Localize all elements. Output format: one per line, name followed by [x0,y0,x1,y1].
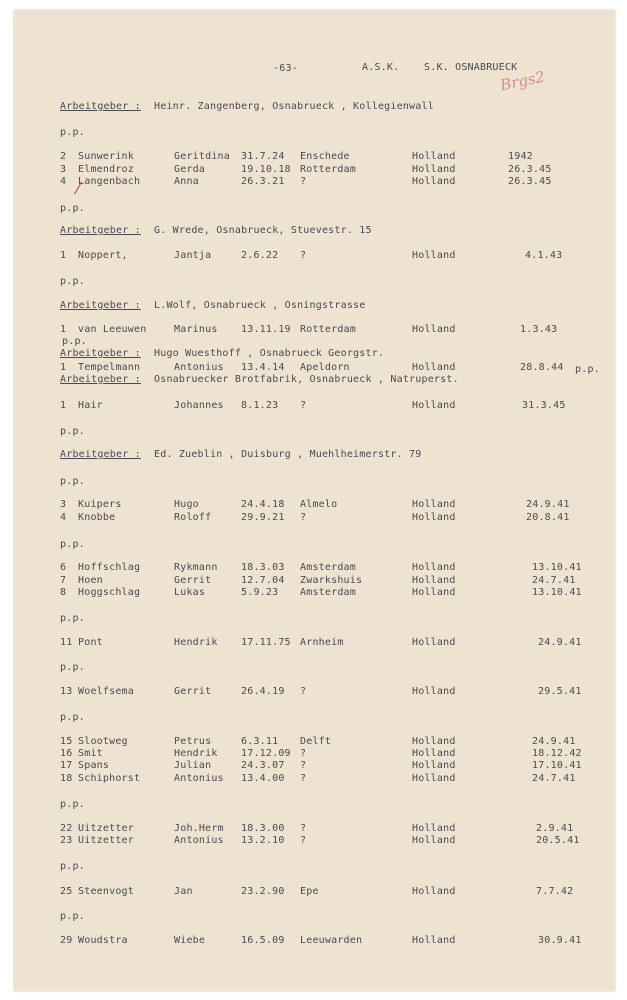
row-country: Holland [412,324,456,335]
row-pob: ? [300,400,307,411]
row-date: 4.1.43 [525,250,563,261]
row-no: 13 [60,686,73,697]
row-surname: Schiphorst [78,773,141,784]
employer-label: Arbeitgeber : [60,101,141,112]
row-no: 3 [60,164,67,175]
row-no: 11 [60,637,73,648]
row-surname: Woelfsema [78,686,134,697]
row-forename: Marinus [174,324,218,335]
row-dob: 8.1.23 [241,400,279,411]
row-pob: ? [300,835,307,846]
row-forename: Jan [174,886,193,897]
row-pob: Arnheim [300,637,344,648]
row-forename: Joh.Herm [174,823,224,834]
row-surname: Spans [78,760,110,771]
row-pob: Leeuwarden [300,935,363,946]
row-no: 6 [60,562,67,573]
row-country: Holland [412,760,456,771]
pp-marker: p.p. [60,712,85,723]
pp-marker: p.p. [60,613,85,624]
row-surname: Uitzetter [78,835,134,846]
row-forename: Jantja [174,250,212,261]
document-page [14,10,615,991]
row-no: 22 [60,823,73,834]
row-pob: Delft [300,736,332,747]
row-pob: ? [300,250,307,261]
row-no: 8 [60,587,67,598]
row-country: Holland [412,164,456,175]
row-pob: ? [300,773,307,784]
row-forename: Rykmann [174,562,218,573]
row-country: Holland [412,575,456,586]
row-surname: Tempelmann [78,362,141,373]
row-pob: Amsterdam [300,562,356,573]
row-country: Holland [412,886,456,897]
row-no: 15 [60,736,73,747]
row-dob: 18.3.03 [241,562,285,573]
row-dob: 29.9.21 [241,512,285,523]
row-no: 18 [60,773,73,784]
pp-marker: p.p. [60,203,85,214]
pp-marker: p.p. [62,336,87,347]
row-country: Holland [412,250,456,261]
row-pob: ? [300,760,307,771]
row-date: 2.9.41 [536,823,574,834]
employer-name: Osnabruecker Brotfabrik, Osnabrueck , Natruperst. [154,374,459,385]
row-date: 13.10.41 [532,587,582,598]
row-country: Holland [412,176,456,187]
row-surname: Elmendroz [78,164,134,175]
row-country: Holland [412,499,456,510]
row-forename: Anna [174,176,199,187]
row-country: Holland [412,935,456,946]
row-pob: Zwarkshuis [300,575,363,586]
row-country: Holland [412,637,456,648]
employer-label: Arbeitgeber : [60,225,141,236]
row-dob: 26.3.21 [241,176,285,187]
row-surname: Sunwerink [78,151,134,162]
row-pob: Enschede [300,151,350,162]
employer-label: Arbeitgeber : [60,300,141,311]
row-pob: ? [300,176,307,187]
pp-marker: p.p. [60,127,85,138]
row-pob: Rotterdam [300,324,356,335]
row-surname: Noppert, [78,250,128,261]
row-date: 31.3.45 [522,400,566,411]
row-country: Holland [412,512,456,523]
row-dob: 12.7.04 [241,575,285,586]
row-dob: 13.2.10 [241,835,285,846]
pp-marker: p.p. [575,364,600,375]
row-forename: Hendrik [174,748,218,759]
row-no: 23 [60,835,73,846]
row-dob: 13.4.00 [241,773,285,784]
row-pob: Almelo [300,499,338,510]
row-forename: Lukas [174,587,206,598]
row-country: Holland [412,686,456,697]
row-pob: Rotterdam [300,164,356,175]
row-dob: 23.2.90 [241,886,285,897]
pp-marker: p.p. [60,426,85,437]
pp-marker: p.p. [60,799,85,810]
row-surname: Langenbach [78,176,141,187]
row-no: 1 [60,250,67,261]
row-pob: ? [300,748,307,759]
row-date: 7.7.42 [536,886,574,897]
row-country: Holland [412,362,456,373]
office-code: A.S.K. [362,62,400,73]
row-surname: Smit [78,748,103,759]
row-country: Holland [412,151,456,162]
row-no: 25 [60,886,73,897]
employer-name: G. Wrede, Osnabrueck, Stuevestr. 15 [154,225,372,236]
row-country: Holland [412,587,456,598]
row-date: 26.3.45 [508,176,552,187]
row-forename: Wiebe [174,935,206,946]
row-pob: ? [300,686,307,697]
row-country: Holland [412,823,456,834]
row-surname: Pont [78,637,103,648]
row-no: 16 [60,748,73,759]
row-forename: Gerrit [174,686,212,697]
row-country: Holland [412,748,456,759]
row-date: 20.8.41 [526,512,570,523]
row-forename: Gerrit [174,575,212,586]
row-no: 1 [60,400,67,411]
row-dob: 24.3.07 [241,760,285,771]
row-dob: 13.11.19 [241,324,291,335]
row-surname: Slootweg [78,736,128,747]
row-date: 24.9.41 [538,637,582,648]
pp-marker: p.p. [60,276,85,287]
row-dob: 17.12.09 [241,748,291,759]
row-no: 4 [60,512,67,523]
row-surname: Hoggschlag [78,587,141,598]
row-date: 24.9.41 [526,499,570,510]
row-pob: ? [300,512,307,523]
row-date: 24.9.41 [532,736,576,747]
row-date: 29.5.41 [538,686,582,697]
row-surname: Knobbe [78,512,116,523]
pp-marker: p.p. [60,662,85,673]
row-date: 24.7.41 [532,773,576,784]
row-no: 29 [60,935,73,946]
employer-name: Ed. Zueblin , Duisburg , Muehlheimerstr. 79 [154,449,422,460]
pp-marker: p.p. [60,476,85,487]
row-dob: 6.3.11 [241,736,279,747]
pp-marker: p.p. [60,911,85,922]
row-surname: Hoen [78,575,103,586]
employer-label: Arbeitgeber : [60,348,141,359]
pp-marker: p.p. [60,539,85,550]
row-forename: Roloff [174,512,212,523]
row-date: 17.10.41 [532,760,582,771]
row-forename: Hendrik [174,637,218,648]
row-no: 1 [60,362,67,373]
row-dob: 19.10.18 [241,164,291,175]
row-forename: Antonius [174,773,224,784]
row-forename: Julian [174,760,212,771]
employer-label: Arbeitgeber : [60,449,141,460]
row-dob: 31.7.24 [241,151,285,162]
row-forename: Antonius [174,835,224,846]
row-country: Holland [412,736,456,747]
row-no: 4 [60,176,67,187]
row-date: 24.7.41 [532,575,576,586]
row-pob: Epe [300,886,319,897]
pp-marker: p.p. [60,861,85,872]
row-forename: Petrus [174,736,212,747]
row-date: 13.10.41 [532,562,582,573]
row-surname: Woudstra [78,935,128,946]
row-forename: Hugo [174,499,199,510]
employer-name: Hugo Wuesthoff , Osnabrueck Georgstr. [154,348,385,359]
row-country: Holland [412,835,456,846]
row-dob: 17.11.75 [241,637,291,648]
row-country: Holland [412,773,456,784]
row-country: Holland [412,400,456,411]
row-surname: Steenvogt [78,886,134,897]
row-forename: Geritdina [174,151,230,162]
row-surname: Kuipers [78,499,122,510]
row-pob: Amsterdam [300,587,356,598]
employer-name: Heinr. Zangenberg, Osnabrueck , Kollegienwall [154,101,434,112]
location-heading: S.K. OSNABRUECK [424,62,518,73]
row-date: 20.5.41 [536,835,580,846]
row-date: 30.9.41 [538,935,582,946]
row-no: 1 [60,324,67,335]
row-dob: 5.9.23 [241,587,279,598]
row-dob: 2.6.22 [241,250,279,261]
row-forename: Gerda [174,164,206,175]
row-date: 1942 [508,151,533,162]
row-dob: 16.5.09 [241,935,285,946]
row-date: 28.8.44 [520,362,564,373]
row-surname: van Leeuwen [78,324,147,335]
row-no: 3 [60,499,67,510]
row-surname: Uitzetter [78,823,134,834]
row-date: 18.12.42 [532,748,582,759]
handwritten-mark: Brgs2 [498,67,547,95]
row-date: 1.3.43 [520,324,558,335]
employer-label: Arbeitgeber : [60,374,141,385]
row-dob: 13.4.14 [241,362,285,373]
row-pob: Apeldorn [300,362,350,373]
page-number: -63- [273,63,298,74]
row-forename: Antonius [174,362,224,373]
row-dob: 24.4.18 [241,499,285,510]
row-forename: Johannes [174,400,224,411]
row-no: 2 [60,151,67,162]
row-no: 17 [60,760,73,771]
row-no: 7 [60,575,67,586]
row-surname: Hoffschlag [78,562,141,573]
row-country: Holland [412,562,456,573]
row-pob: ? [300,823,307,834]
row-date: 26.3.45 [508,164,552,175]
row-dob: 18.3.00 [241,823,285,834]
employer-name: L.Wolf, Osnabrueck , Osningstrasse [154,300,366,311]
row-dob: 26.4.19 [241,686,285,697]
row-surname: Hair [78,400,103,411]
